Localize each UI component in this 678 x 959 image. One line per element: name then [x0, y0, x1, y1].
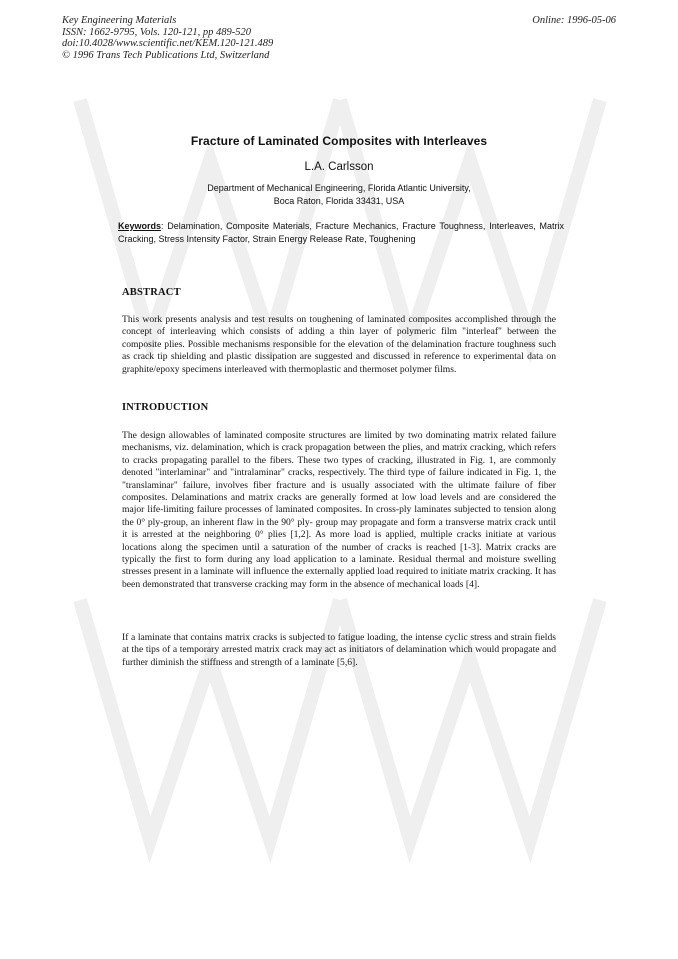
publication-header [62, 15, 273, 61]
keywords-block [118, 220, 564, 246]
abstract-heading: ABSTRACT [122, 287, 181, 298]
abstract-text: This work presents analysis and test results on toughening of laminated composites accomplished through the concept of interleaving which consists of adding a thin layer of polymeric film "interleaf" between the composite plies. Possible mechanisms responsible for the elevation of the delamination fracture toughness such as crack tip shielding and plastic dissipation are suggested and discussed in reference to experimental data on graphite/epoxy specimens interleaved with thermoplastic and thermoset polymer films. [122, 314, 556, 375]
introduction-heading: INTRODUCTION [122, 402, 209, 413]
author-name: L.A. Carlsson [304, 161, 374, 173]
paper-title: Fracture of Laminated Composites with Interleaves [190, 134, 488, 148]
doi-line: doi:10.4028/www.scientific.net/KEM.120-121.489 [62, 38, 274, 49]
copyright-line: © 1996 Trans Tech Publications Ltd, Switzerland [62, 49, 270, 61]
introduction-paragraph-1: The design allowables of laminated composite structures are limited by two dominating matrix related failure mechanisms, viz. delamination, which is crack propagation between the plies, and matrix cracking, which refers to cracks propagating parallel to the fibers. These two types of cracking, illustrated in Fig. 1, are commonly denoted "interlaminar" and "intralaminar" cracks, respectively. The third type of failure indicated in Fig. 1, the "translaminar" failure, involves fiber fracture and is usually associated with the ultimate failure of fiber composites. Delaminations and matrix cracks are generally formed at low load levels and are considered the major life-limiting failure processes of laminated composites. In cross-ply laminates subjected to tension along the 0° ply-group, an inherent flaw in the 90° ply- group may propagate and form a transverse matrix crack until it is arrested at the neighboring 0° plies [1,2]. As more load is applied, multiple cracks initiate at various locations along the specimen until a saturation of the number of cracks is reached [1-3]. Matrix cracks are typically the first to form during any load application to a laminate. Residual thermal and moisture swelling stresses present in a laminate will influence the externally applied load required to initiate matrix cracking. It has been demonstrated that transverse cracking may form in the absence of mechanical loads [4]. [122, 430, 556, 590]
affiliation-line-2: Boca Raton, Florida 33431, USA [273, 196, 405, 206]
affiliation-line-1: Department of Mechanical Engineering, Florida Atlantic University, [207, 183, 471, 193]
journal-name: Key Engineering Materials [62, 15, 177, 26]
issn-line: ISSN: 1662-9795, Vols. 120-121, pp 489-520 [62, 26, 251, 38]
introduction-paragraph-2: If a laminate that contains matrix cracks is subjected to fatigue loading, the intense cyclic stress and strain fields at the tips of a temporary arrested matrix crack may act as initiators of delamination which would propagate and further diminish the stiffness and strength of a laminate [5,6]. [122, 632, 556, 668]
author-affiliation [0, 182, 678, 208]
keywords-label: Keywords [118, 221, 162, 231]
keywords-text: : Delamination, Composite Materials, Fracture Mechanics, Fracture Toughness, Interleaves, Matrix Cracking, Stress Intensity Factor, Strain Energy Release Rate, Toughening [118, 221, 564, 244]
online-date: Online: 1996-05-06 [532, 15, 616, 26]
